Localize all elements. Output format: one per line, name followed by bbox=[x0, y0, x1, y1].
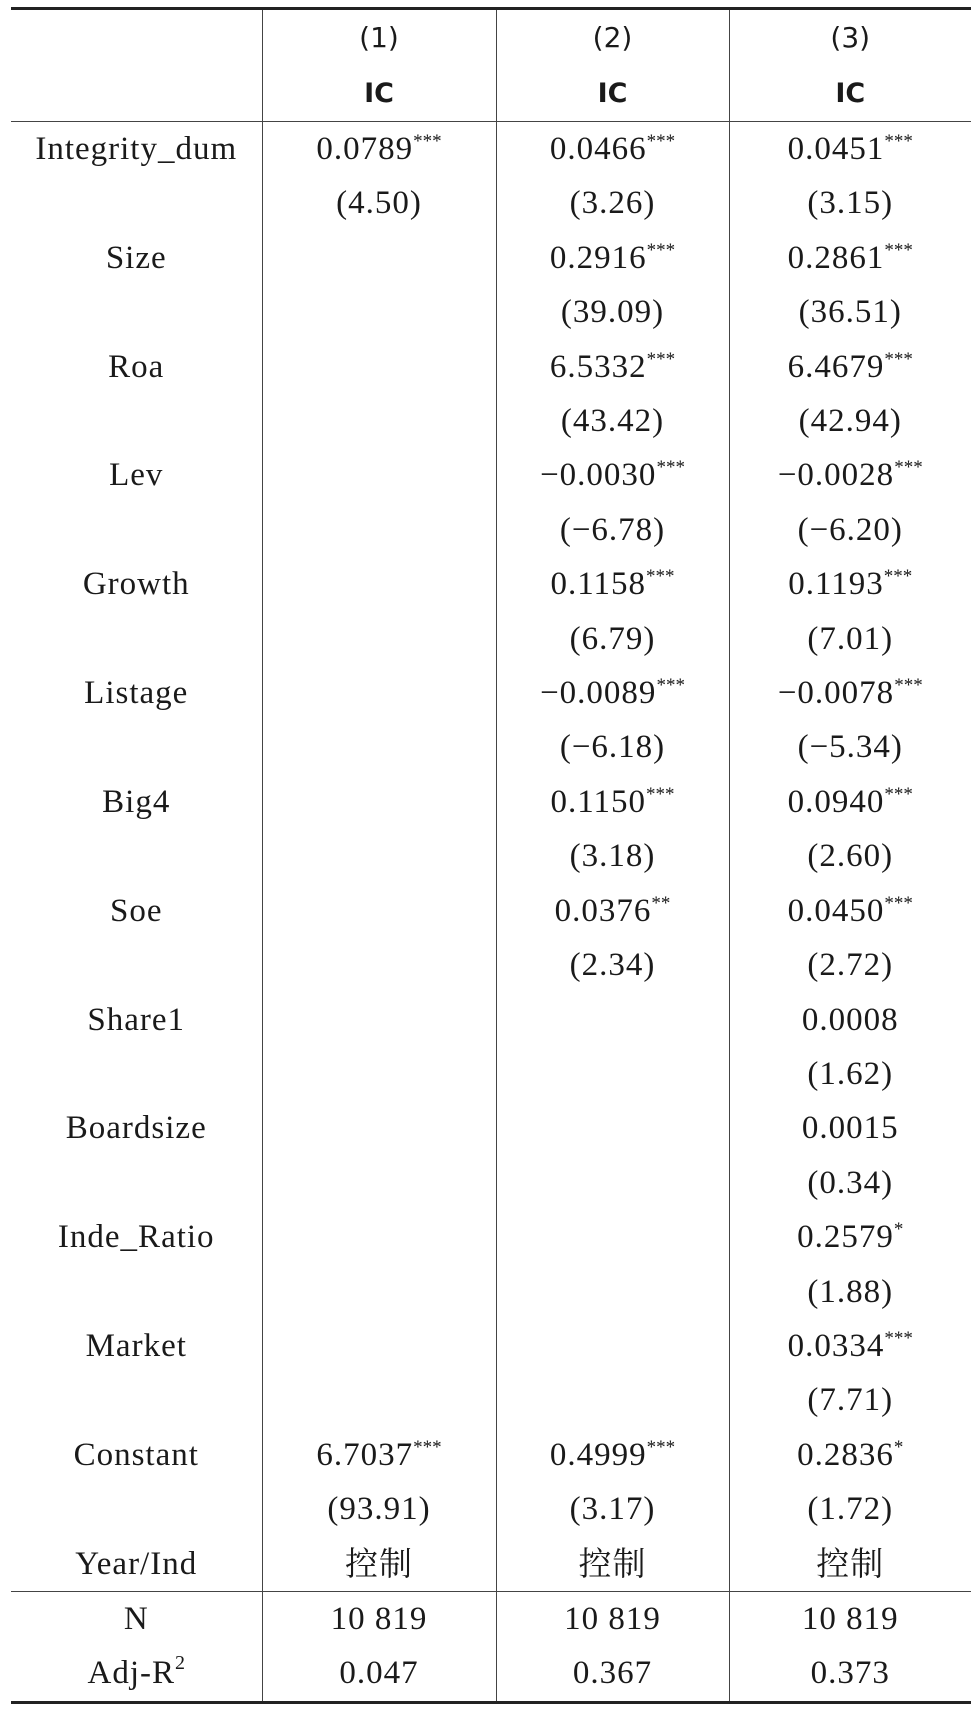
significance-stars: *** bbox=[646, 566, 675, 588]
coef-row-constant bbox=[11, 1428, 971, 1482]
coef-cell-2 bbox=[496, 1319, 729, 1373]
coef-value: −0.0028 bbox=[777, 457, 895, 494]
coef-cell-1 bbox=[262, 1101, 496, 1155]
coef-value: 6.7037 bbox=[316, 1436, 414, 1473]
significance-stars: * bbox=[893, 1436, 904, 1458]
coef-value: 0.2836 bbox=[797, 1436, 894, 1473]
dependent-variable-row bbox=[11, 66, 971, 122]
tstat-cell-1 bbox=[262, 503, 496, 557]
variable-label-blank bbox=[11, 394, 262, 448]
tstat-row-constant bbox=[11, 1482, 971, 1536]
variable-label-blank bbox=[11, 285, 262, 339]
tstat-cell-3: (7.71) bbox=[729, 1373, 971, 1427]
adj-r2-row-label bbox=[11, 1646, 262, 1702]
tstat-row-lev bbox=[11, 503, 971, 557]
coef-value: 0.1158 bbox=[550, 566, 647, 603]
coef-value: 0.0015 bbox=[801, 1110, 899, 1147]
coef-cell-1 bbox=[262, 448, 496, 502]
year-ind-row-value-1: 控制 bbox=[262, 1537, 496, 1592]
significance-stars: *** bbox=[884, 131, 913, 152]
variable-label: Boardsize bbox=[65, 1110, 207, 1147]
significance-stars: *** bbox=[646, 1436, 676, 1458]
tstat-cell-3: (0.34) bbox=[729, 1156, 971, 1210]
variable-label-blank bbox=[11, 503, 262, 557]
variable-label: Soe bbox=[110, 892, 163, 929]
tstat-cell-1 bbox=[262, 720, 496, 774]
variable-label: Constant bbox=[73, 1436, 199, 1473]
tstat-row-inde-ratio bbox=[11, 1265, 971, 1319]
column-number-row bbox=[11, 9, 971, 66]
coef-value: 6.5332 bbox=[549, 348, 647, 385]
coef-cell-3 bbox=[729, 1319, 971, 1373]
dependent-variable-2: IC bbox=[496, 66, 729, 122]
tstat-cell-2 bbox=[496, 1373, 729, 1427]
coef-value: 0.0466 bbox=[549, 131, 647, 167]
variable-label-blank bbox=[11, 1482, 262, 1536]
tstat-row-share1 bbox=[11, 1047, 971, 1101]
variable-label-blank bbox=[11, 1047, 262, 1101]
adj-r2-superscript: 2 bbox=[175, 1652, 185, 1675]
coef-row-roa bbox=[11, 340, 971, 394]
tstat-cell-2: (3.18) bbox=[496, 829, 729, 883]
tstat-row-roa bbox=[11, 394, 971, 448]
significance-stars: *** bbox=[894, 457, 923, 479]
variable-label: Share1 bbox=[87, 1001, 186, 1038]
coef-cell-2 bbox=[496, 122, 729, 177]
significance-stars: *** bbox=[884, 348, 913, 370]
coef-row-share1 bbox=[11, 993, 971, 1047]
coef-cell-1 bbox=[262, 557, 496, 611]
tstat-cell-3: (42.94) bbox=[729, 394, 971, 448]
variable-label-blank bbox=[11, 176, 262, 230]
n-row-label: N bbox=[11, 1591, 262, 1646]
tstat-row-size bbox=[11, 285, 971, 339]
tstat-cell-2 bbox=[496, 1265, 729, 1319]
coef-value: 0.2579 bbox=[797, 1219, 894, 1256]
significance-stars: ** bbox=[651, 892, 671, 914]
tstat-cell-2: (3.17) bbox=[496, 1482, 729, 1536]
tstat-cell-1 bbox=[262, 612, 496, 666]
variable-label-blank bbox=[11, 938, 262, 992]
variable-label: Listage bbox=[84, 675, 189, 712]
coef-value: 0.2916 bbox=[549, 239, 647, 276]
coef-value: 6.4679 bbox=[787, 348, 885, 385]
year-ind-row-value-2: 控制 bbox=[496, 1537, 729, 1592]
significance-stars: *** bbox=[646, 131, 676, 152]
coef-cell-1 bbox=[262, 1428, 496, 1482]
variable-label: Big4 bbox=[102, 783, 171, 820]
coef-cell-2 bbox=[496, 557, 729, 611]
regression-table-body bbox=[11, 9, 971, 1703]
coef-cell-3 bbox=[729, 884, 971, 938]
corner-cell bbox=[11, 9, 262, 66]
tstat-cell-3: (7.01) bbox=[729, 612, 971, 666]
tstat-row-listage bbox=[11, 720, 971, 774]
adj-r2-row-value-1: 0.047 bbox=[262, 1646, 496, 1702]
significance-stars: *** bbox=[884, 239, 913, 261]
coef-cell-2 bbox=[496, 1101, 729, 1155]
variable-label: Size bbox=[105, 239, 167, 276]
coef-cell-3 bbox=[729, 231, 971, 285]
coef-row-market bbox=[11, 1319, 971, 1373]
year-ind-row-label: Year/Ind bbox=[75, 1545, 198, 1582]
coef-cell-3 bbox=[729, 340, 971, 394]
significance-stars: *** bbox=[413, 131, 442, 152]
coef-cell-3 bbox=[729, 448, 971, 502]
coef-value: 0.2861 bbox=[787, 239, 885, 276]
coef-value: −0.0089 bbox=[540, 675, 657, 712]
coef-cell-3 bbox=[729, 1101, 971, 1155]
regression-table bbox=[11, 7, 971, 1704]
n-row bbox=[11, 1591, 971, 1646]
column-number-2: (2) bbox=[496, 9, 729, 66]
year-ind-row bbox=[11, 1537, 971, 1592]
coef-cell-2 bbox=[496, 448, 729, 502]
n-row-value-2: 10 819 bbox=[496, 1591, 729, 1646]
significance-stars: *** bbox=[646, 348, 676, 370]
variable-label: Market bbox=[85, 1327, 187, 1364]
coef-cell-1 bbox=[262, 1319, 496, 1373]
coef-cell-1 bbox=[262, 1210, 496, 1264]
tstat-cell-1 bbox=[262, 394, 496, 448]
variable-label-blank bbox=[11, 1265, 262, 1319]
tstat-cell-3: (2.72) bbox=[729, 938, 971, 992]
coef-cell-1 bbox=[262, 884, 496, 938]
significance-stars: *** bbox=[894, 675, 923, 697]
tstat-cell-3: (3.15) bbox=[729, 176, 971, 230]
tstat-cell-2: (−6.18) bbox=[496, 720, 729, 774]
coef-row-soe bbox=[11, 884, 971, 938]
coef-value: −0.0030 bbox=[540, 457, 657, 494]
tstat-cell-1: (93.91) bbox=[262, 1482, 496, 1536]
tstat-cell-1 bbox=[262, 1156, 496, 1210]
column-number-1: (1) bbox=[262, 9, 496, 66]
tstat-row-growth bbox=[11, 612, 971, 666]
tstat-cell-2 bbox=[496, 1156, 729, 1210]
dependent-variable-1: IC bbox=[262, 66, 496, 122]
coef-cell-1 bbox=[262, 775, 496, 829]
coef-row-integrity-dum bbox=[11, 122, 971, 177]
significance-stars: *** bbox=[656, 675, 685, 697]
coef-value: 0.4999 bbox=[549, 1436, 647, 1473]
significance-stars: *** bbox=[883, 566, 913, 588]
corner-cell bbox=[11, 66, 262, 122]
coef-cell-2 bbox=[496, 884, 729, 938]
tstat-cell-3: (−5.34) bbox=[729, 720, 971, 774]
coef-cell-1 bbox=[262, 993, 496, 1047]
adj-r2-row bbox=[11, 1646, 971, 1702]
column-number-3: (3) bbox=[729, 9, 971, 66]
adj-r2-row-value-3: 0.373 bbox=[729, 1646, 971, 1702]
coef-cell-3 bbox=[729, 993, 971, 1047]
coef-row-size bbox=[11, 231, 971, 285]
tstat-cell-1 bbox=[262, 938, 496, 992]
tstat-cell-1: (4.50) bbox=[262, 176, 496, 230]
coef-row-growth bbox=[11, 557, 971, 611]
coef-cell-1 bbox=[262, 666, 496, 720]
coef-cell-1 bbox=[262, 231, 496, 285]
coef-cell-3 bbox=[729, 666, 971, 720]
variable-label-blank bbox=[11, 1373, 262, 1427]
significance-stars: *** bbox=[884, 783, 913, 805]
coef-row-big4 bbox=[11, 775, 971, 829]
tstat-row-soe bbox=[11, 938, 971, 992]
tstat-cell-2: (43.42) bbox=[496, 394, 729, 448]
coef-value: 0.0376 bbox=[554, 892, 652, 929]
coef-cell-1 bbox=[262, 122, 496, 177]
tstat-row-boardsize bbox=[11, 1156, 971, 1210]
coef-cell-3 bbox=[729, 1210, 971, 1264]
coef-value: 0.0008 bbox=[801, 1001, 899, 1038]
coef-value: 0.1150 bbox=[550, 783, 647, 820]
coef-cell-2 bbox=[496, 1210, 729, 1264]
tstat-cell-1 bbox=[262, 1373, 496, 1427]
tstat-cell-2: (−6.78) bbox=[496, 503, 729, 557]
coef-cell-3 bbox=[729, 557, 971, 611]
coef-cell-2 bbox=[496, 231, 729, 285]
coef-value: 0.0451 bbox=[787, 131, 885, 167]
significance-stars: *** bbox=[413, 1436, 442, 1458]
variable-label: Integrity_dum bbox=[35, 131, 238, 167]
tstat-cell-2: (39.09) bbox=[496, 285, 729, 339]
tstat-cell-2 bbox=[496, 1047, 729, 1101]
year-ind-row-value-3: 控制 bbox=[729, 1537, 971, 1592]
dependent-variable-3: IC bbox=[729, 66, 971, 122]
variable-label: Lev bbox=[109, 457, 164, 494]
coef-row-lev bbox=[11, 448, 971, 502]
coef-cell-3 bbox=[729, 122, 971, 177]
tstat-cell-3: (1.62) bbox=[729, 1047, 971, 1101]
tstat-cell-2: (3.26) bbox=[496, 176, 729, 230]
tstat-cell-3: (1.88) bbox=[729, 1265, 971, 1319]
significance-stars: * bbox=[893, 1219, 904, 1241]
tstat-cell-1 bbox=[262, 1265, 496, 1319]
coef-value: 0.0789 bbox=[316, 131, 414, 167]
tstat-cell-3: (1.72) bbox=[729, 1482, 971, 1536]
coef-cell-2 bbox=[496, 993, 729, 1047]
coef-value: 0.1193 bbox=[788, 566, 884, 603]
variable-label-blank bbox=[11, 612, 262, 666]
significance-stars: *** bbox=[656, 457, 685, 479]
coef-value: −0.0078 bbox=[777, 675, 895, 712]
significance-stars: *** bbox=[646, 783, 675, 805]
coef-cell-2 bbox=[496, 1428, 729, 1482]
coef-value: 0.0334 bbox=[787, 1327, 885, 1364]
coef-row-boardsize bbox=[11, 1101, 971, 1155]
tstat-row-integrity-dum bbox=[11, 176, 971, 230]
tstat-cell-3: (2.60) bbox=[729, 829, 971, 883]
variable-label-blank bbox=[11, 1156, 262, 1210]
coef-cell-3 bbox=[729, 775, 971, 829]
significance-stars: *** bbox=[884, 1327, 913, 1349]
variable-label: Inde_Ratio bbox=[57, 1219, 215, 1256]
coef-cell-2 bbox=[496, 340, 729, 394]
adj-r2-label-text: Adj-R bbox=[87, 1655, 175, 1692]
n-row-value-1: 10 819 bbox=[262, 1591, 496, 1646]
tstat-row-market bbox=[11, 1373, 971, 1427]
tstat-cell-2: (6.79) bbox=[496, 612, 729, 666]
n-row-value-3: 10 819 bbox=[729, 1591, 971, 1646]
significance-stars: *** bbox=[646, 239, 676, 261]
coef-cell-2 bbox=[496, 775, 729, 829]
coef-value: 0.0940 bbox=[787, 783, 885, 820]
coef-cell-2 bbox=[496, 666, 729, 720]
coef-cell-1 bbox=[262, 340, 496, 394]
coef-row-listage bbox=[11, 666, 971, 720]
coef-row-inde-ratio bbox=[11, 1210, 971, 1264]
variable-label-blank bbox=[11, 720, 262, 774]
variable-label: Roa bbox=[108, 348, 165, 385]
significance-stars: *** bbox=[884, 892, 913, 914]
tstat-row-big4 bbox=[11, 829, 971, 883]
adj-r2-row-value-2: 0.367 bbox=[496, 1646, 729, 1702]
variable-label: Growth bbox=[82, 566, 190, 603]
tstat-cell-2: (2.34) bbox=[496, 938, 729, 992]
tstat-cell-1 bbox=[262, 829, 496, 883]
variable-label-blank bbox=[11, 829, 262, 883]
tstat-cell-3: (−6.20) bbox=[729, 503, 971, 557]
tstat-cell-1 bbox=[262, 285, 496, 339]
coef-value: 0.0450 bbox=[787, 892, 885, 929]
coef-cell-3 bbox=[729, 1428, 971, 1482]
tstat-cell-1 bbox=[262, 1047, 496, 1101]
tstat-cell-3: (36.51) bbox=[729, 285, 971, 339]
